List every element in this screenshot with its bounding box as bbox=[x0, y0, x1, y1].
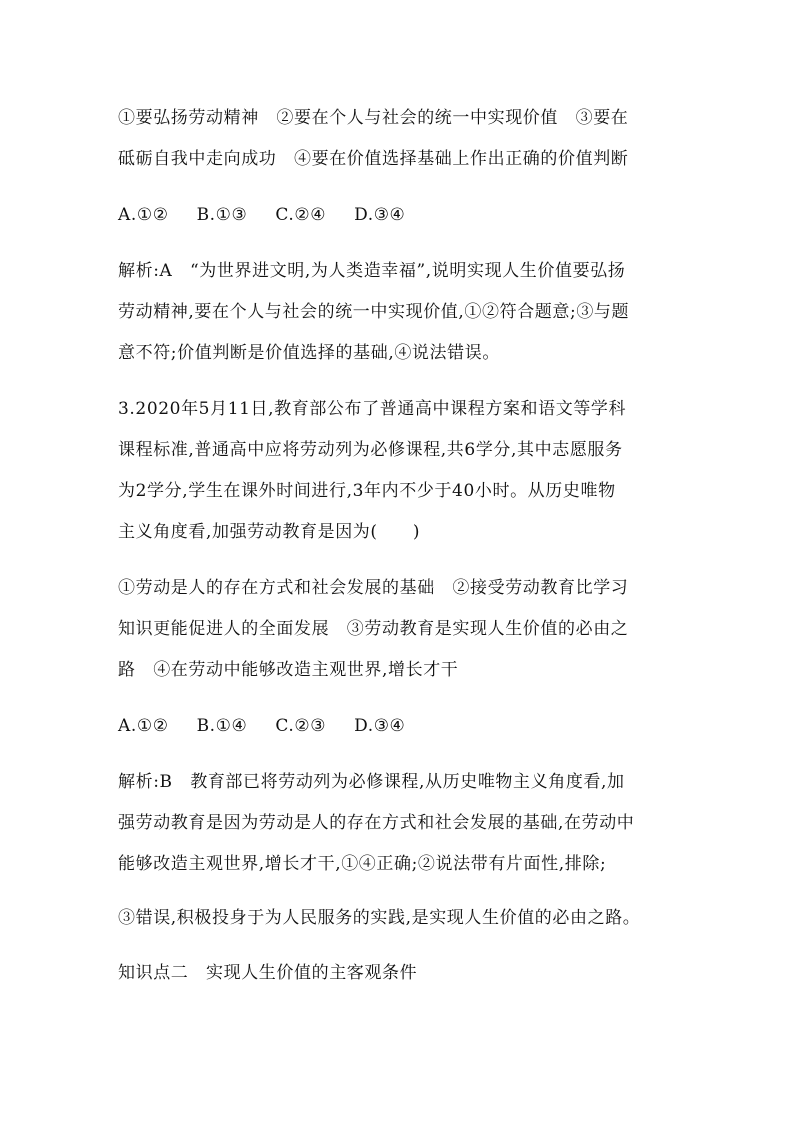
q3-options bbox=[118, 714, 698, 738]
q3-option-b: B.①④ bbox=[196, 716, 248, 736]
q2-analysis-line-2: 劳动精神,要在个人与社会的统一中实现价值,①②符合题意;③与题 bbox=[118, 302, 630, 322]
q3-statement-line-1: ①劳动是人的存在方式和社会发展的基础 ②接受劳动教育比学习 bbox=[118, 578, 629, 598]
q3-analysis-line-1: 解析:B 教育部已将劳动列为必修课程,从历史唯物主义角度看,加 bbox=[118, 772, 625, 792]
q3-option-d: D.③④ bbox=[354, 716, 406, 736]
section-title: 知识点二 实现人生价值的主客观条件 bbox=[118, 963, 418, 983]
q2-option-d: D.③④ bbox=[354, 205, 406, 225]
q2-statement-line-2: 砥砺自我中走向成功 ④要在价值选择基础上作出正确的价值判断 bbox=[118, 149, 629, 169]
q3-question-line-4: 主义角度看,加强劳动教育是因为( ) bbox=[118, 522, 421, 542]
q3-statement-line-3: 路 ④在劳动中能够改造主观世界,增长才干 bbox=[118, 660, 459, 680]
q3-analysis-line-3: 能够改造主观世界,增长才干,①④正确;②说法带有片面性,排除; bbox=[118, 854, 607, 874]
q3-analysis-line-2: 强劳动教育是因为劳动是人的存在方式和社会发展的基础,在劳动中 bbox=[118, 813, 635, 833]
q2-statement-line-1: ①要弘扬劳动精神 ②要在个人与社会的统一中实现价值 ③要在 bbox=[118, 108, 629, 128]
q2-options bbox=[118, 203, 698, 227]
q2-option-b: B.①③ bbox=[196, 205, 248, 225]
q2-analysis-line-1: 解析:A “为世界进文明,为人类造幸福”,说明实现人生价值要弘扬 bbox=[118, 261, 626, 281]
q3-option-c: C.②③ bbox=[275, 716, 327, 736]
q3-question-line-3: 为2学分,学生在课外时间进行,3年内不少于40小时。从历史唯物 bbox=[118, 481, 616, 501]
q3-statement-line-2: 知识更能促进人的全面发展 ③劳动教育是实现人生价值的必由之 bbox=[118, 619, 629, 639]
q3-question-line-2: 课程标准,普通高中应将劳动列为必修课程,共6学分,其中志愿服务 bbox=[118, 440, 623, 460]
q2-option-c: C.②④ bbox=[275, 205, 327, 225]
q3-analysis-line-4: ③错误,积极投身于为人民服务的实践,是实现人生价值的必由之路。 bbox=[118, 908, 641, 928]
q3-question-line-1: 3.2020年5月11日,教育部公布了普通高中课程方案和语文等学科 bbox=[118, 399, 627, 419]
q2-analysis-line-3: 意不符;价值判断是价值选择的基础,④说法错误。 bbox=[118, 343, 500, 363]
q3-option-a: A.①② bbox=[118, 716, 169, 736]
q2-option-a: A.①② bbox=[118, 205, 169, 225]
